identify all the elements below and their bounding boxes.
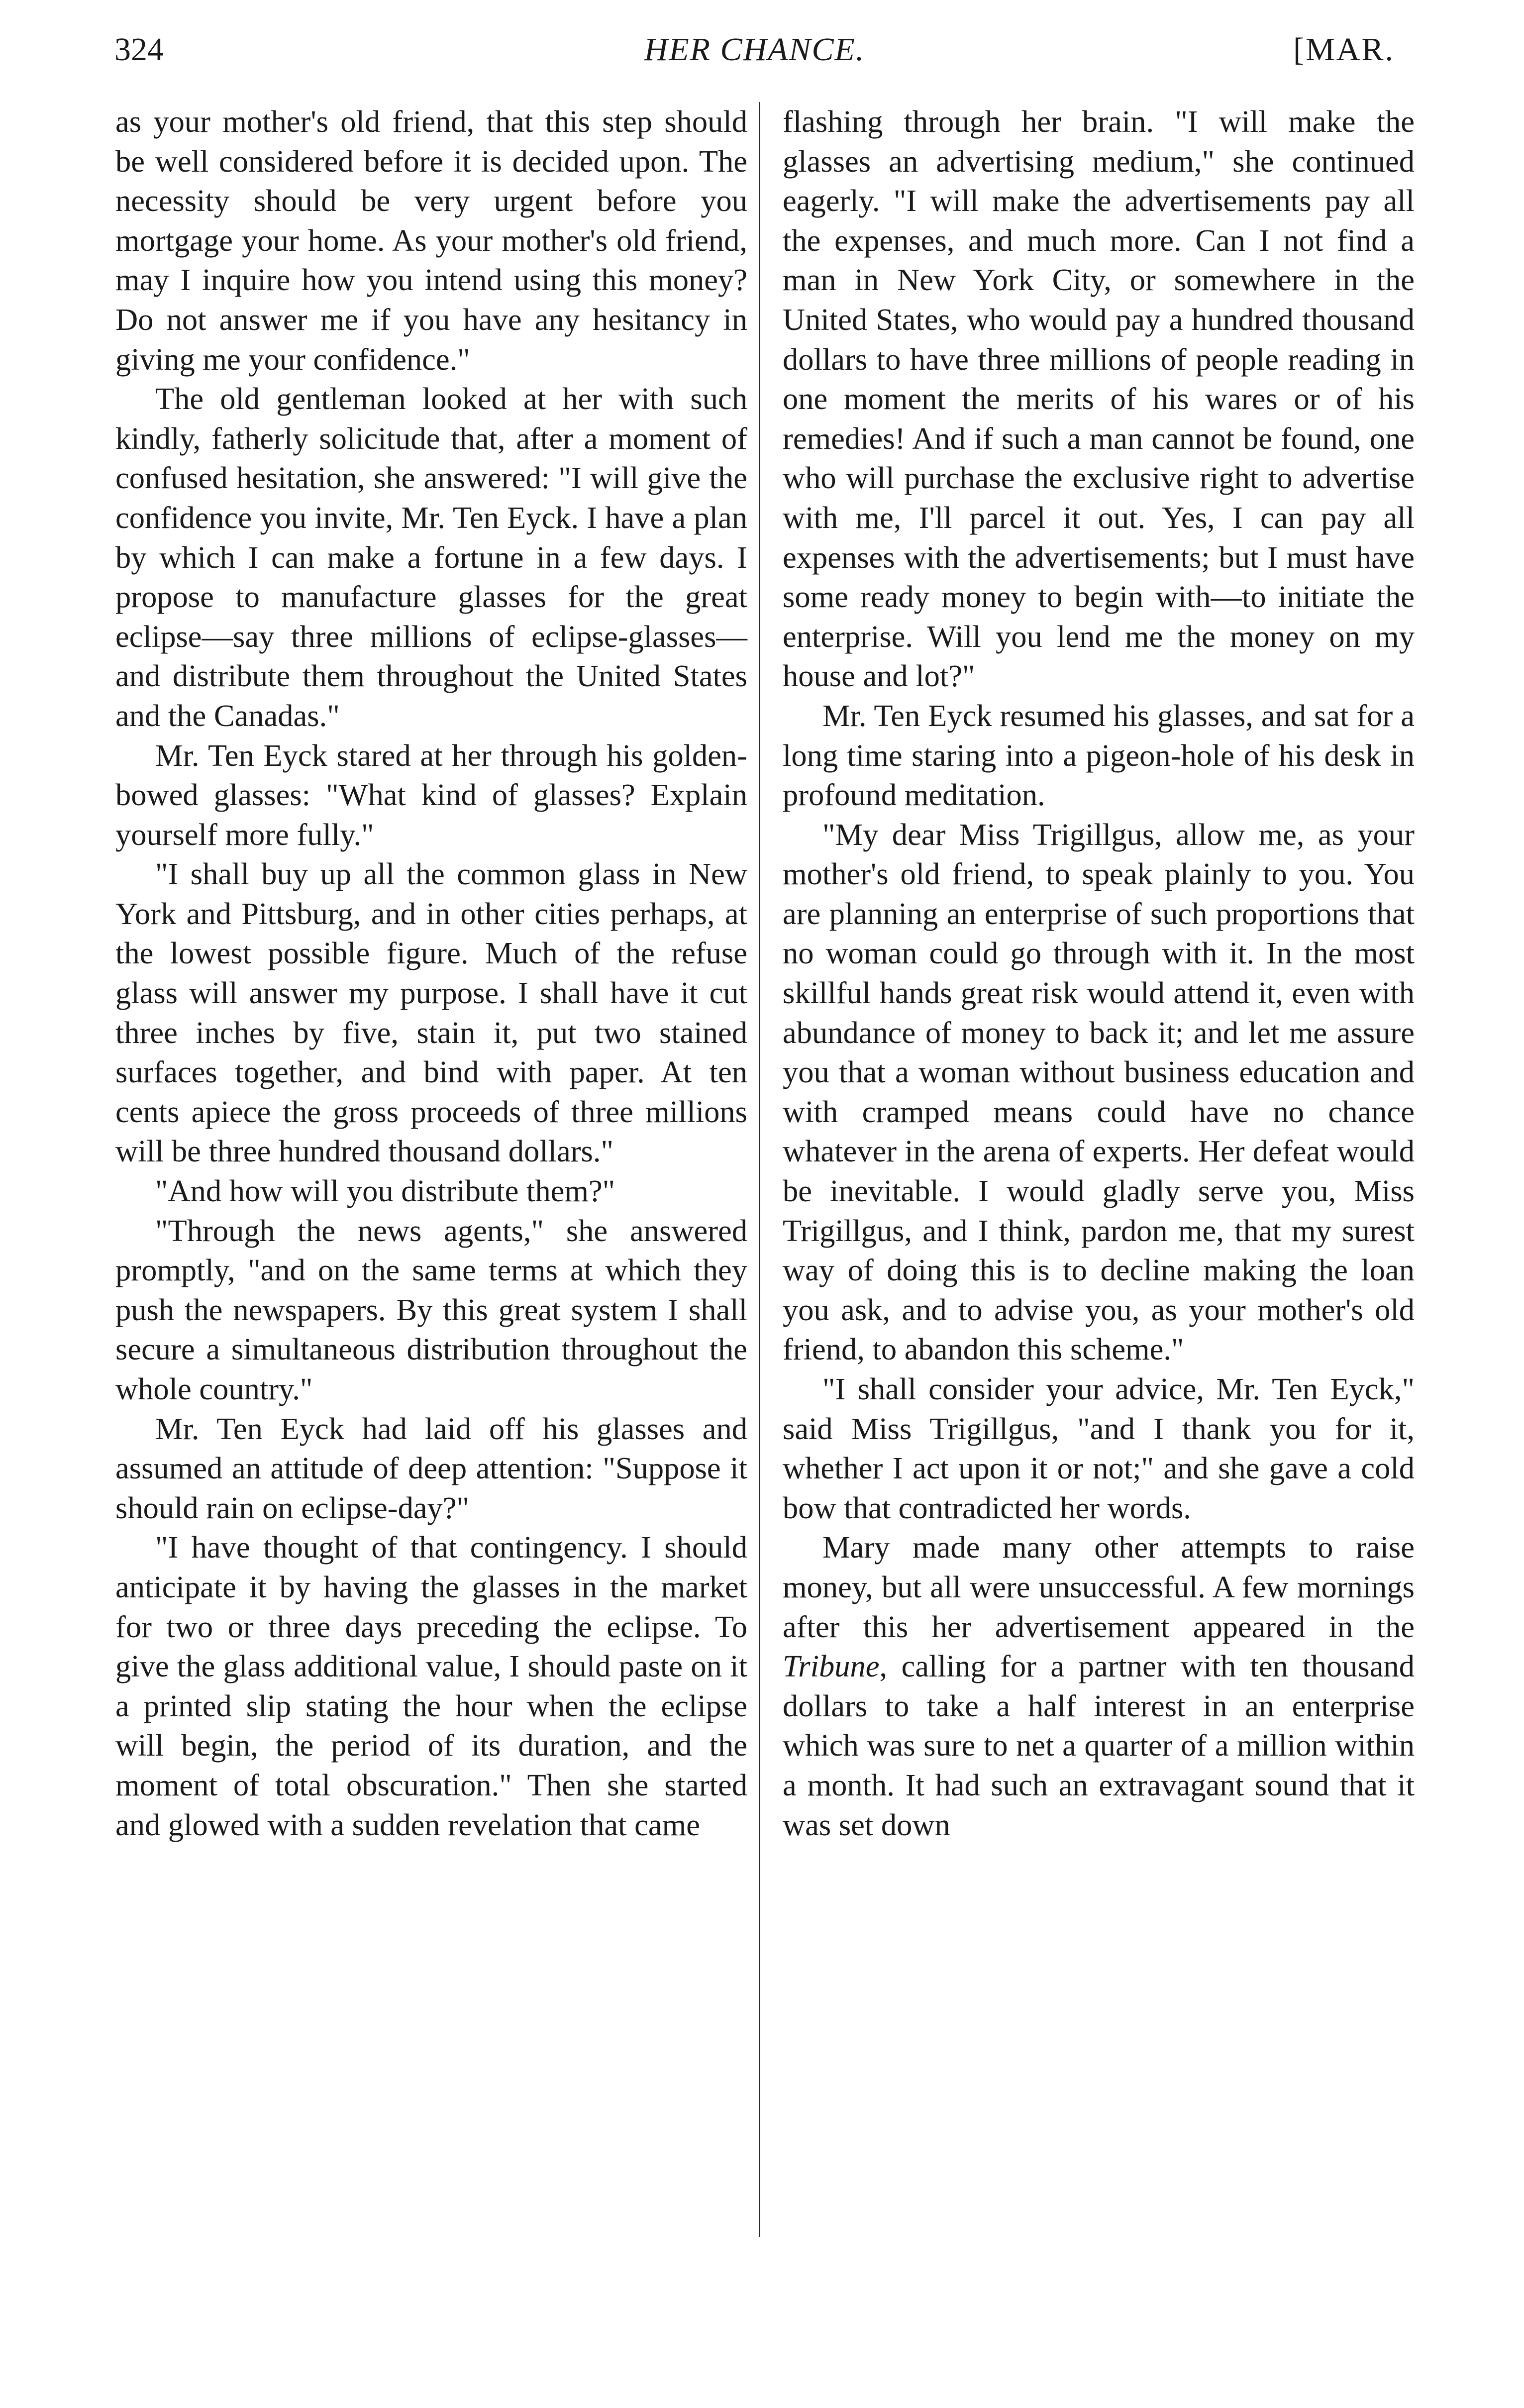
running-title: HER CHANCE. bbox=[644, 31, 865, 68]
paragraph: Mr. Ten Eyck resumed his glasses, and sat for a long time staring into a pigeon-hole of his desk in profound meditation. bbox=[783, 698, 1415, 813]
paragraph: "I shall consider your advice, Mr. Ten Eyck," said Miss Trigillgus, "and I thank you for it, whether I act upon it or not;" and she gave a cold bow that contradicted her words. bbox=[783, 1371, 1415, 1525]
left-column bbox=[115, 102, 747, 1845]
paragraph: "And how will you distribute them?" bbox=[155, 1173, 615, 1209]
right-column bbox=[783, 102, 1415, 1845]
newspaper-title: Tribune bbox=[783, 1649, 880, 1684]
column-divider bbox=[759, 102, 760, 2237]
paragraph: as your mother's old friend, that this step should be well considered before it is decided upon. The necessity should be very urgent before you mortgage your home. As your mother's old friend, may I inquire how you intend using this money? Do not answer me if you have any hesitancy in giving me your confidence." bbox=[115, 104, 747, 377]
paragraph: The old gentleman looked at her with such kindly, fatherly solicitude that, after a moment of confused hesitation, she answered: "I will give the confidence you invite, Mr. Ten Eyck. I have a plan by which I can make a fortune in a few days. I propose to manufacture glasses for the great eclipse—say three millions of eclipse-glasses—and distribute them throughout the United States and the Canadas." bbox=[115, 381, 747, 733]
page-number: 324 bbox=[114, 31, 164, 68]
page-header bbox=[114, 27, 1395, 72]
text-run: , calling for a partner with ten thousand dollars to take a half interest in an enterprise which was sure to net a quarter of a million within a month. It had such an extravagant sound that it was set down bbox=[783, 1649, 1415, 1842]
paragraph: Mr. Ten Eyck stared at her through his golden-bowed glasses: "What kind of glasses? Explain yourself more fully." bbox=[115, 737, 747, 852]
paragraph: flashing through her brain. "I will make the glasses an advertising medium," she continued eagerly. "I will make the advertisements pay all the expenses, and much more. Can I not find a man in New York City, or somewhere in the United States, who would pay a hundred thousand dollars to have three millions of people reading in one moment the merits of his wares or of his remedies! And if such a man cannot be found, one who will purchase the exclusive right to advertise with me, I'll parcel it out. Yes, I can pay all expenses with the advertisements; but I must have some ready money to begin with—to initiate the enterprise. Will you lend me the money on my house and lot?" bbox=[783, 104, 1415, 694]
paragraph: "I have thought of that contingency. I should anticipate it by having the glasses in the market for two or three days preceding the eclipse. To give the glass additional value, I should paste on it a printed slip stating the hour when the eclipse will begin, the period of its duration, and the moment of total obscuration." Then she started and glowed with a sudden revelation that came bbox=[115, 1530, 747, 1842]
paragraph: "My dear Miss Trigillgus, allow me, as your mother's old friend, to speak plainly to you. You are planning an enterprise of such proportions that no woman could go through with it. In the most skillful hands great risk would attend it, even with abundance of money to back it; and let me assure you that a woman without business education and with cramped means could have no chance whatever in the arena of experts. Her defeat would be inevitable. I would gladly serve you, Miss Trigillgus, and I think, pardon me, that my surest way of doing this is to decline making the loan you ask, and to advise you, as your mother's old friend, to abandon this scheme." bbox=[783, 817, 1415, 1367]
paragraph: "I shall buy up all the common glass in New York and Pittsburg, and in other cities perhaps, at the lowest possible figure. Much of the refuse glass will answer my purpose. I shall have it cut three inches by five, stain it, put two stained surfaces together, and bind with paper. At ten cents apiece the gross proceeds of three millions will be three hundred thousand dollars." bbox=[115, 856, 747, 1169]
text-run: Mary made many other attempts to raise money, but all were unsuccessful. A few mornings after this her advertisement appeared in the bbox=[783, 1530, 1415, 1644]
paragraph: Mr. Ten Eyck had laid off his glasses and assumed an attitude of deep attention: "Suppose it should rain on eclipse-day?" bbox=[115, 1411, 747, 1525]
paragraph bbox=[783, 1528, 1415, 1845]
paragraph: "Through the news agents," she answered promptly, "and on the same terms at which they push the newspapers. By this great system I shall secure a simultaneous distribution throughout the whole country." bbox=[115, 1213, 747, 1406]
section-tag: [MAR. bbox=[1293, 31, 1395, 68]
